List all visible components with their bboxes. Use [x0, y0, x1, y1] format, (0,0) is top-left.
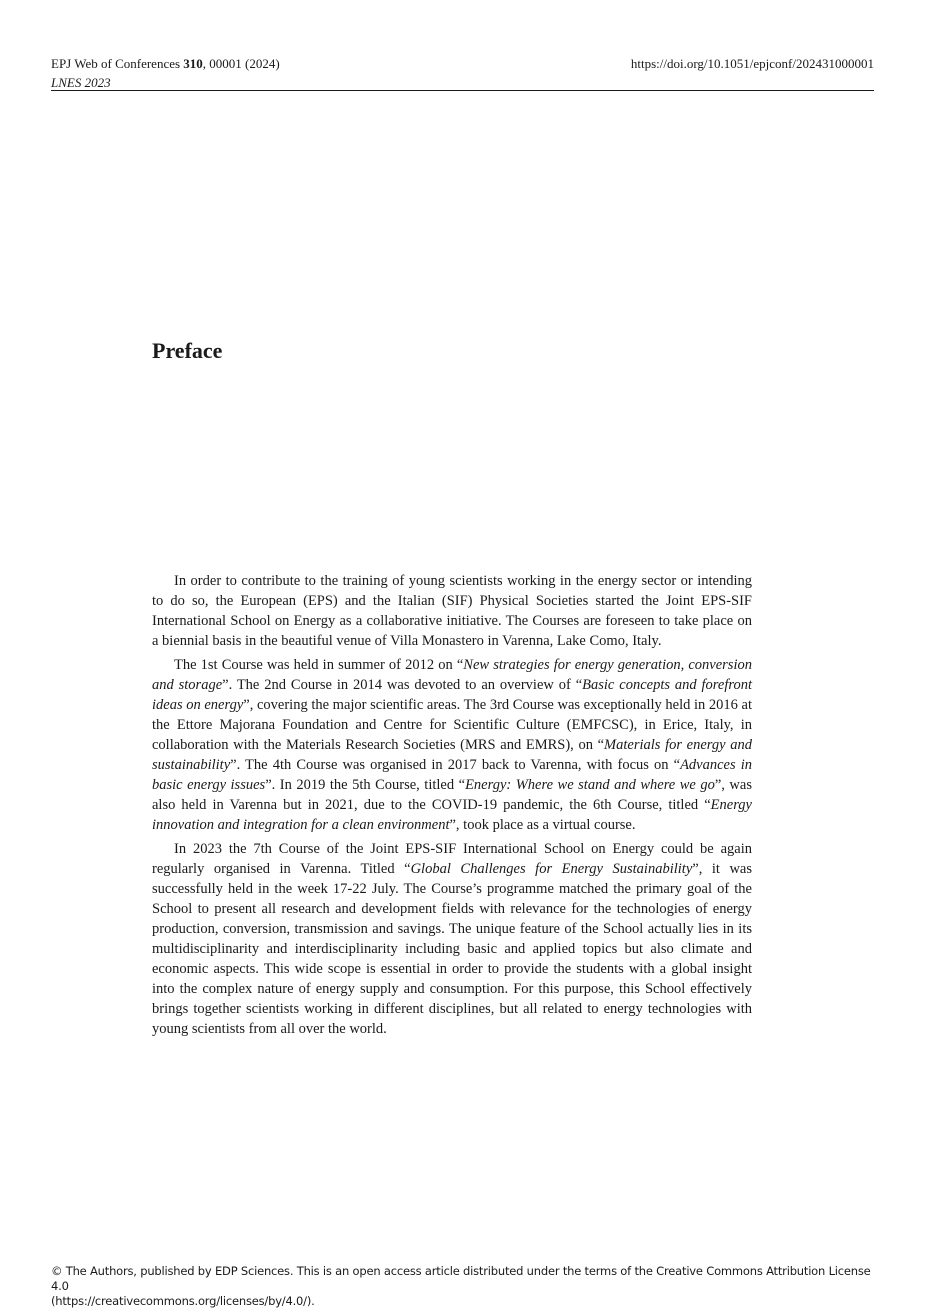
- paragraph-text: In 2023 the 7th Course of the Joint EPS-SIF International School on Energy could be again regularly organised in Varenna. Titled “: [152, 841, 752, 877]
- license-footer: [51, 1264, 874, 1309]
- course-title: Energy innovation and integration for a clean environment: [152, 797, 752, 833]
- paragraph-text: ”, it was successfully held in the week 17-22 July. The Course’s programme matched the primary goal of the School to present all research and development fields with relevance for the technologies of energy production, conversion, transmission and savings. The unique feature of the School actually lies in its multidisciplinarity and interdisciplinarity including basic and applied topics but also climate and economic aspects. This wide scope is essential in order to provide the students with a global insight into the complex nature of energy supply and consumption. For this purpose, this School effectively brings together scientists working in different disciplines, but all related to energy technologies with young scientists from all over the world.: [152, 861, 753, 1037]
- paragraph-text: The 1st Course was held in summer of 2012 on “: [174, 657, 464, 673]
- paragraph-text: ”, covering the major scientific areas. The 3rd Course was exceptionally held in 2016 at the Ettore Majorana Foundation and Centre for Scientific Culture (EMFCSC), in Erice, Italy, in collaboration with the Materials Research Societies (MRS and EMRS), on “: [152, 697, 752, 753]
- article-number: , 00001 (2024): [202, 56, 280, 71]
- paragraph-text: In order to contribute to the training of young scientists working in the energy sector or intending to do so, the European (EPS) and the Italian (SIF) Physical Societies started the Joint EPS-SIF International School on Energy as a collaborative initiative. The Courses are foreseen to take place on a biennial basis in the beautiful venue of Villa Monastero in Varenna, Lake Como, Italy.: [152, 573, 752, 649]
- header-rule: [51, 90, 874, 91]
- paragraph-text: ”, took place as a virtual course.: [449, 817, 636, 833]
- running-header: [51, 54, 874, 92]
- license-text: © The Authors, published by EDP Sciences. This is an open access article distributed under the terms of the Creative Commons Attribution License 4.0: [51, 1264, 871, 1293]
- course-title: Materials for energy and sustainability: [152, 737, 752, 773]
- journal-name: EPJ Web of Conferences: [51, 56, 184, 71]
- header-row: [51, 54, 874, 73]
- course-title: Energy: Where we stand and where we go: [465, 777, 715, 793]
- paragraph-text: ”. The 2nd Course in 2014 was devoted to an overview of “: [222, 677, 583, 693]
- body-paragraph: [152, 839, 752, 1039]
- doi-link[interactable]: https://doi.org/10.1051/epjconf/202431000001: [630, 56, 874, 71]
- body-paragraph: [152, 655, 752, 835]
- paragraph-text: ”. The 4th Course was organised in 2017 back to Varenna, with focus on “: [230, 757, 681, 773]
- page-title: Preface: [152, 338, 223, 363]
- course-title: Basic concepts and forefront ideas on energy: [152, 677, 752, 713]
- course-title: New strategies for energy generation, conversion and storage: [152, 657, 752, 693]
- course-title: Global Challenges for Energy Sustainability: [410, 861, 693, 877]
- journal-volume: 310: [183, 56, 203, 71]
- preface-body: [152, 571, 752, 1043]
- paragraph-text: ”, was also held in Varenna but in 2021, due to the COVID-19 pandemic, the 6th Course, titled “: [152, 777, 752, 813]
- paragraph-text: ”. In 2019 the 5th Course, titled “: [265, 777, 466, 793]
- license-url[interactable]: (https://creativecommons.org/licenses/by/4.0/).: [51, 1294, 315, 1308]
- course-title: Advances in basic energy issues: [152, 757, 752, 793]
- conference-name: LNES 2023: [51, 75, 111, 90]
- body-paragraph: [152, 571, 752, 651]
- journal-citation: [51, 54, 280, 73]
